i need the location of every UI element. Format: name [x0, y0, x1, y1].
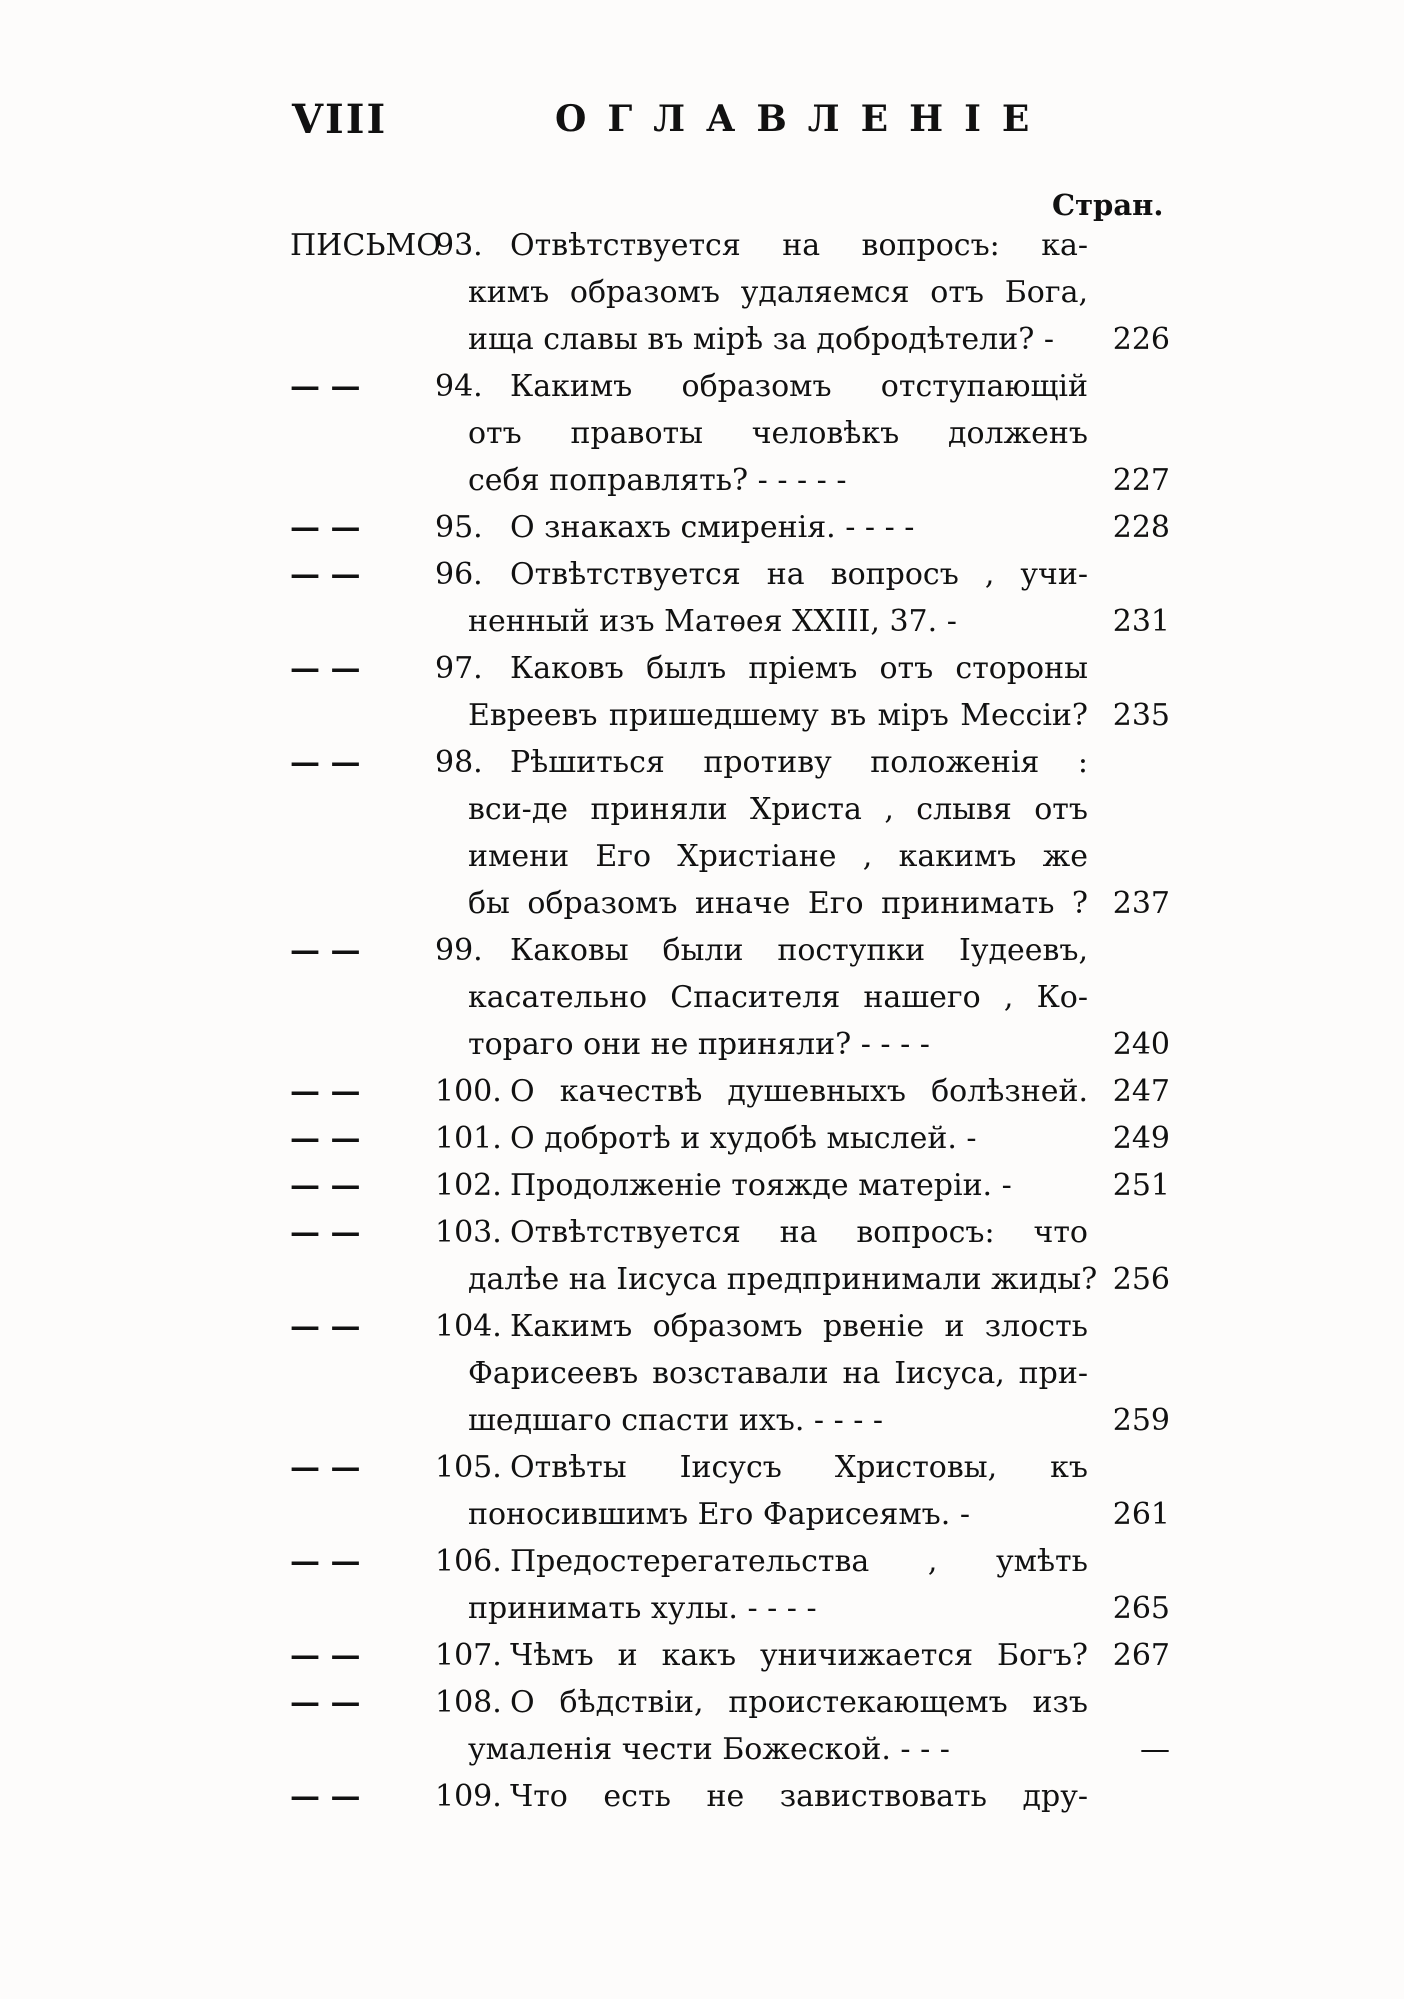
toc-page-number: 235: [1112, 698, 1170, 733]
toc-entry-text: принимать хулы. - - - -: [468, 1591, 817, 1626]
toc-entry-text: умаленія чести Божеской. - - -: [468, 1732, 950, 1767]
toc-entry-text: Отвѣты Іисусъ Христовы, къ: [510, 1450, 1088, 1485]
toc-page-number: 259: [1112, 1403, 1170, 1438]
toc-entry-number: 100.: [435, 1074, 502, 1109]
page-column-label: Стран.: [1052, 188, 1164, 222]
dash-marker: — —: [290, 933, 361, 968]
toc-entry-text: вси-де приняли Христа , слывя отъ: [468, 792, 1088, 827]
toc-page-number: 267: [1112, 1638, 1170, 1673]
page-title: ОГЛАВЛЕНІЕ: [555, 98, 1051, 140]
toc-entry-number: 99.: [435, 933, 483, 968]
dash-marker: — —: [290, 745, 361, 780]
toc-page-number: —: [1140, 1732, 1170, 1767]
toc-entry-text: бы образомъ иначе Его принимать ?: [468, 886, 1088, 921]
toc-entry-text: далѣе на Іисуса предпринимали жиды?: [468, 1262, 1098, 1297]
toc-letter-label: ПИСЬМО: [290, 228, 441, 263]
toc-page-number: 249: [1112, 1121, 1170, 1156]
dash-marker: — —: [290, 557, 361, 592]
toc-page-number: 256: [1112, 1262, 1170, 1297]
toc-entry-text: Евреевъ пришедшему въ міръ Мессіи?: [468, 698, 1088, 733]
dash-marker: — —: [290, 1685, 361, 1720]
toc-entry-text: Каковы были поступки Іудеевъ,: [510, 933, 1088, 968]
toc-page-number: 227: [1112, 463, 1170, 498]
dash-marker: — —: [290, 1638, 361, 1673]
dash-marker: — —: [290, 510, 361, 545]
toc-page-number: 228: [1112, 510, 1170, 545]
toc-entry-text: касательно Спасителя нашего , Ко-: [468, 980, 1088, 1015]
toc-page-number: 265: [1112, 1591, 1170, 1626]
dash-marker: — —: [290, 1168, 361, 1203]
toc-page-number: 240: [1112, 1027, 1170, 1062]
toc-entry-number: 106.: [435, 1544, 502, 1579]
page-number: VIII: [292, 96, 388, 143]
toc-entry-text: имени Его Христіане , какимъ же: [468, 839, 1088, 874]
toc-entry-text: О качествѣ душевныхъ болѣзней.: [510, 1074, 1088, 1109]
toc-entry-text: отъ правоты человѣкъ долженъ: [468, 416, 1088, 451]
toc-entry-text: Чѣмъ и какъ уничижается Богъ?: [510, 1638, 1088, 1673]
toc-page-number: 251: [1112, 1168, 1170, 1203]
dash-marker: — —: [290, 369, 361, 404]
toc-entry-text: себя поправлять? - - - - -: [468, 463, 847, 498]
toc-entry-number: 96.: [435, 557, 483, 592]
toc-entry-text: Каковъ былъ пріемъ отъ стороны: [510, 651, 1088, 686]
dash-marker: — —: [290, 1121, 361, 1156]
toc-entry-text: Отвѣтствуется на вопросъ , учи-: [510, 557, 1088, 592]
toc-page-number: 226: [1112, 322, 1170, 357]
toc-entry-text: О добротѣ и худобѣ мыслей. -: [510, 1121, 977, 1156]
toc-entry-number: 101.: [435, 1121, 502, 1156]
dash-marker: — —: [290, 1450, 361, 1485]
dash-marker: — —: [290, 1215, 361, 1250]
toc-entry-text: Отвѣтствуется на вопросъ: что: [510, 1215, 1088, 1250]
toc-entry-text: поносившимъ Его Фарисеямъ. -: [468, 1497, 970, 1532]
dash-marker: — —: [290, 1544, 361, 1579]
toc-entry-text: О бѣдствіи, проистекающемъ изъ: [510, 1685, 1088, 1720]
toc-entry-text: Продолженіе тояжде матеріи. -: [510, 1168, 1012, 1203]
toc-entry-text: О знакахъ смиренія. - - - -: [510, 510, 915, 545]
toc-entry-text: ища славы въ мірѣ за добродѣтели? -: [468, 322, 1054, 357]
toc-entry-number: 107.: [435, 1638, 502, 1673]
toc-entry-number: 104.: [435, 1309, 502, 1344]
dash-marker: — —: [290, 1309, 361, 1344]
dash-marker: — —: [290, 1779, 361, 1814]
toc-page-number: 231: [1112, 604, 1170, 639]
toc-entry-text: Какимъ образомъ отступающій: [510, 369, 1088, 404]
toc-entry-number: 102.: [435, 1168, 502, 1203]
toc-page-number: 247: [1112, 1074, 1170, 1109]
toc-entry-text: Рѣшиться противу положенія :: [510, 745, 1088, 780]
toc-page-number: 261: [1112, 1497, 1170, 1532]
running-head: [0, 96, 1404, 146]
toc-entry-number: 97.: [435, 651, 483, 686]
toc-entry-text: тораго они не приняли? - - - -: [468, 1027, 930, 1062]
toc-entry-text: Предостерегательства , умѣть: [510, 1544, 1088, 1579]
toc-entry-number: 105.: [435, 1450, 502, 1485]
dash-marker: — —: [290, 651, 361, 686]
toc-entry-text: кимъ образомъ удаляемся отъ Бога,: [468, 275, 1088, 310]
toc-entry-text: шедшаго спасти ихъ. - - - -: [468, 1403, 884, 1438]
toc-entry-text: Что есть не завиствовать дру-: [510, 1779, 1088, 1814]
toc-entry-text: Отвѣтствуется на вопросъ: ка-: [510, 228, 1088, 263]
toc-entry-text: ненный изъ Матѳея XXIII, 37. -: [468, 604, 957, 639]
toc-entry-number: 98.: [435, 745, 483, 780]
toc-entry-number: 93.: [435, 228, 483, 263]
toc-entry-number: 103.: [435, 1215, 502, 1250]
toc-entry-number: 109.: [435, 1779, 502, 1814]
toc-entry-text: Какимъ образомъ рвеніе и злость: [510, 1309, 1088, 1344]
toc-page-number: 237: [1112, 886, 1170, 921]
toc-entry-number: 108.: [435, 1685, 502, 1720]
toc-entry-text: Фарисеевъ возставали на Іисуса, при-: [468, 1356, 1088, 1391]
toc-entry-number: 95.: [435, 510, 483, 545]
dash-marker: — —: [290, 1074, 361, 1109]
toc-entry-number: 94.: [435, 369, 483, 404]
